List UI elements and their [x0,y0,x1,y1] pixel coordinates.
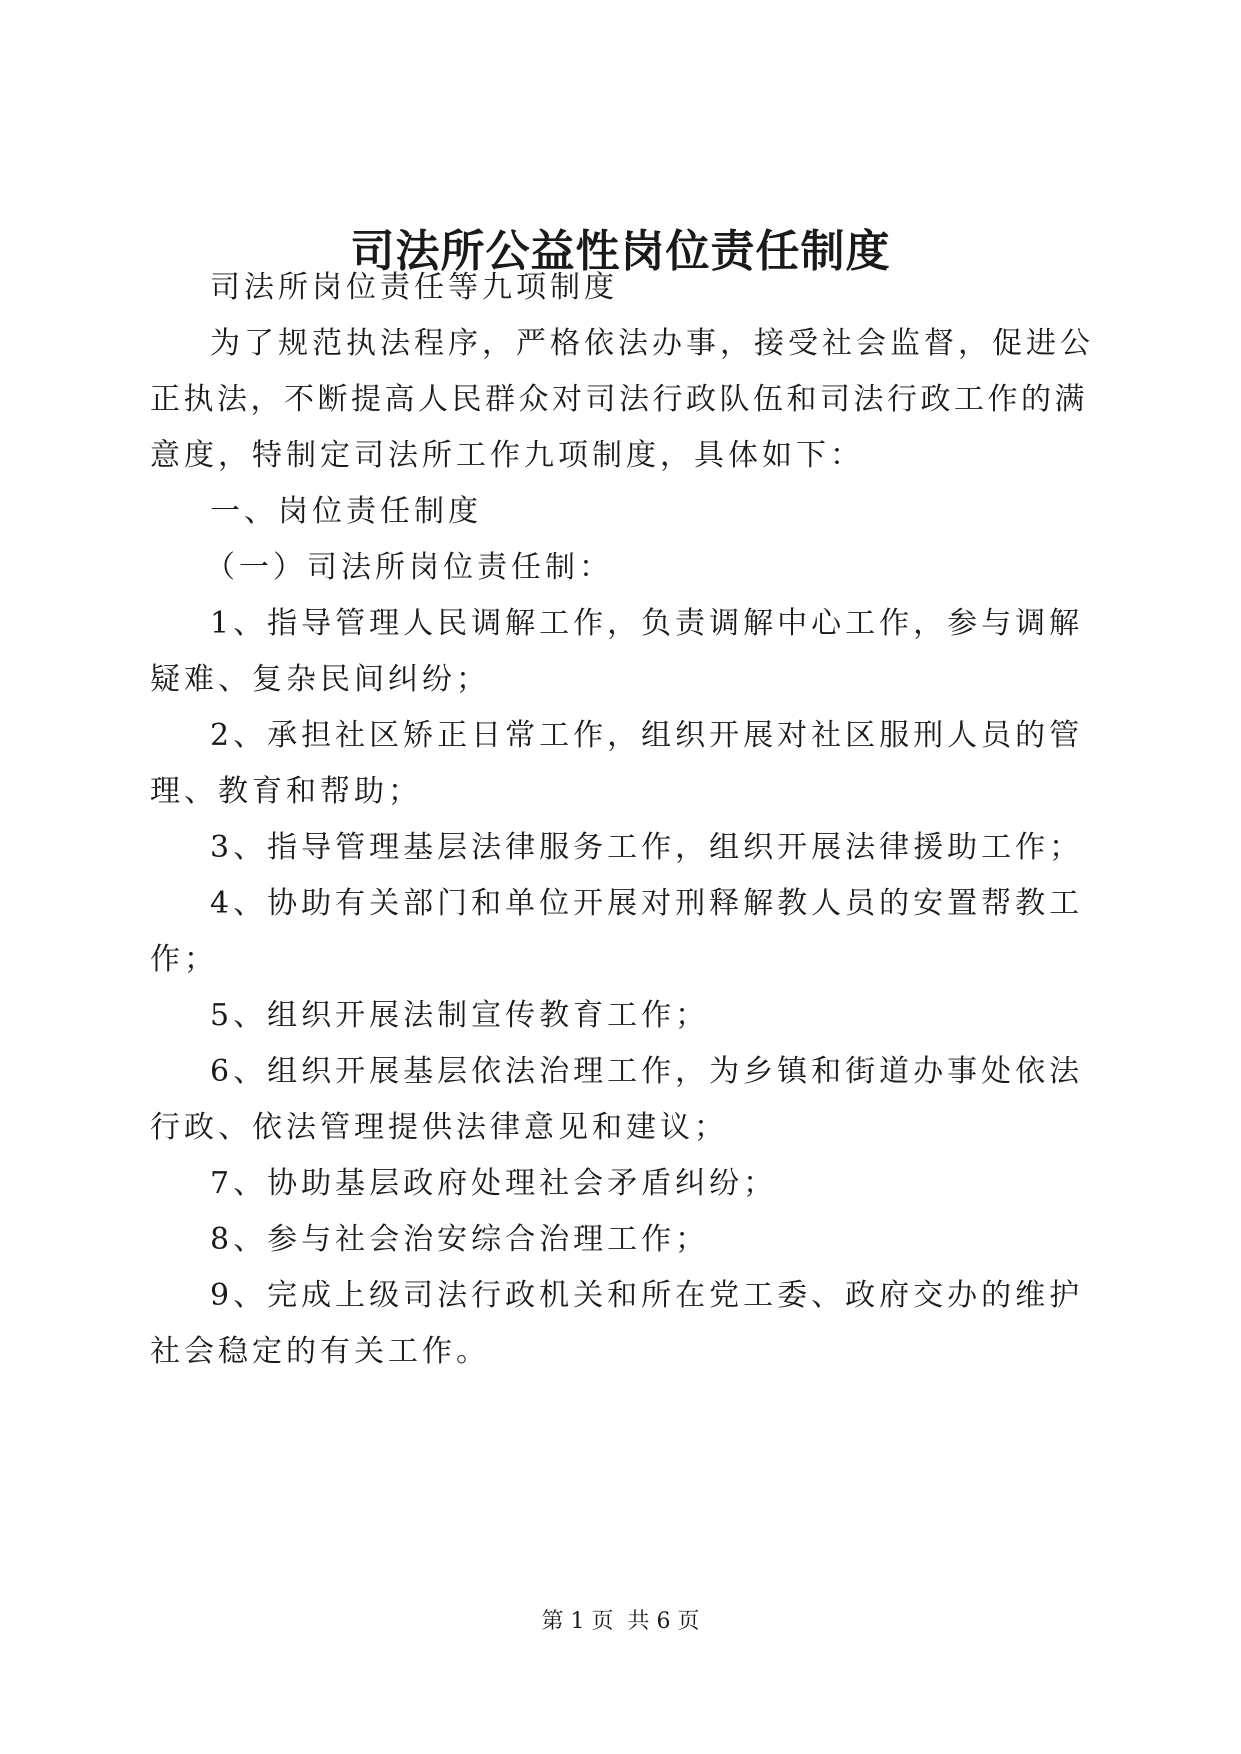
section-heading: 一、岗位责任制度 [210,494,482,529]
list-item-2-line-2: 理、教育和帮助； [150,774,422,809]
page-footer: 第 1 页 共 6 页 [541,1609,700,1634]
list-item-5-line-1: 5、组织开展法制宣传教育工作； [210,998,710,1033]
list-item-6-line-2: 行政、依法管理提供法律意见和建议； [150,1110,728,1145]
subsection-heading: （一）司法所岗位责任制： [205,550,613,585]
list-item-4-line-1: 4、协助有关部门和单位开展对刑释解教人员的安置帮教工 [210,886,1084,921]
list-item-8-line-1: 8、参与社会治安综合治理工作； [210,1222,710,1257]
list-item-7-line-1: 7、协助基层政府处理社会矛盾纠纷； [210,1166,778,1201]
list-item-9-line-1: 9、完成上级司法行政机关和所在党工委、政府交办的维护 [210,1278,1084,1313]
intro-line-1: 为了规范执法程序，严格依法办事，接受社会监督，促进公 [210,326,1094,361]
document-title: 司法所公益性岗位责任制度 [350,226,891,277]
list-item-1-line-1: 1、指导管理人民调解工作，负责调解中心工作，参与调解 [210,606,1084,641]
list-item-2-line-1: 2、承担社区矫正日常工作，组织开展对社区服刑人员的管 [210,718,1084,753]
list-item-4-line-2: 作； [150,942,218,977]
subtitle: 司法所岗位责任等九项制度 [210,270,618,305]
list-item-6-line-1: 6、组织开展基层依法治理工作，为乡镇和街道办事处依法 [210,1054,1084,1089]
list-item-1-line-2: 疑难、复杂民间纠纷； [150,662,490,697]
list-item-9-line-2: 社会稳定的有关工作。 [150,1334,490,1369]
list-item-3-line-1: 3、指导管理基层法律服务工作，组织开展法律援助工作； [210,830,1084,865]
intro-line-2: 正执法，不断提高人民群众对司法行政队伍和司法行政工作的满 [150,382,1088,417]
intro-line-3: 意度，特制定司法所工作九项制度，具体如下： [150,438,864,473]
